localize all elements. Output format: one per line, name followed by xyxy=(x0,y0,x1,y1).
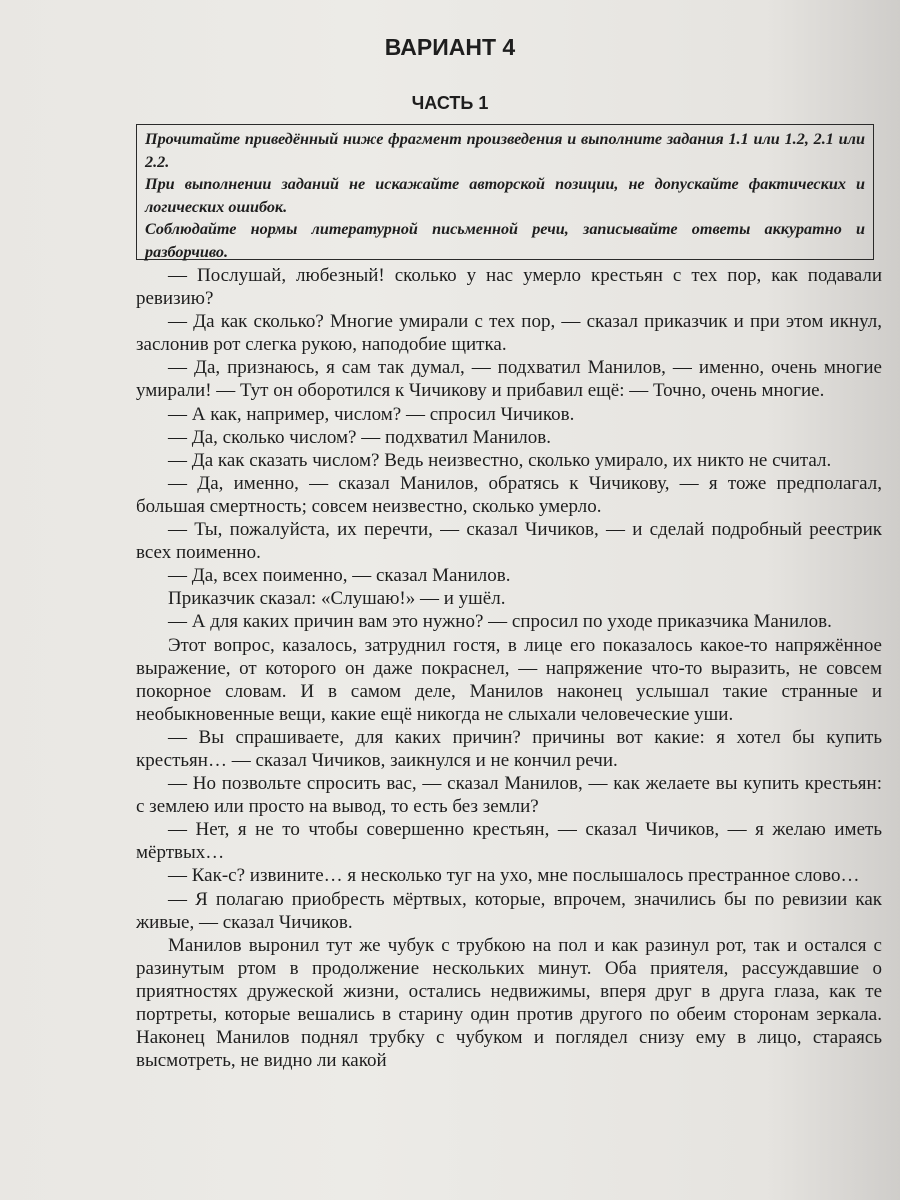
paragraph: Приказчик сказал: «Слушаю!» — и ушёл. xyxy=(168,588,506,610)
paragraph: — Ты, пожалуйста, их перечти, — сказал Чичиков, — и сделай подробный реестрик всех поименно. xyxy=(136,519,882,564)
variant-title: ВАРИАНТ 4 xyxy=(384,34,516,60)
paragraph: — Да, сколько числом? — подхватил Манилов. xyxy=(168,426,552,448)
literary-fragment xyxy=(136,264,882,1072)
paragraph: — А для каких причин вам это нужно? — спросил по уходе приказчика Манилов. xyxy=(168,611,832,633)
part-title: ЧАСТЬ 1 xyxy=(411,93,489,113)
paragraph: Этот вопрос, казалось, затруднил гостя, в лице его показалось какое-то напряжённое выражение, от которого он даже покраснел, — напряжение что-то выразить, не совсем покорное словам. И в самом деле, Манилов наконец услышал такие странные и необыкновенные вещи, какие ещё никогда не слыхали человеческие уши. xyxy=(136,634,882,725)
instruction-line: Прочитайте приведённый ниже фрагмент произведения и выполните задания 1.1 или 1.2, 2.1 или 2.2. xyxy=(145,130,865,171)
paragraph: — Послушай, любезный! сколько у нас умерло крестьян с тех пор, как подавали ревизию? xyxy=(136,265,882,310)
paragraph: — Да как сказать числом? Ведь неизвестно, сколько умирало, их никто не считал. xyxy=(168,449,832,471)
paragraph: — Я полагаю приобресть мёртвых, которые, впрочем, значились бы по ревизии как живые, — сказал Чичиков. xyxy=(136,888,882,933)
paragraph: — Да, всех поименно, — сказал Манилов. xyxy=(168,565,511,587)
paragraph: — Как-с? извините… я несколько туг на ухо, мне послышалось престранное слово… xyxy=(168,865,860,887)
paragraph: — А как, например, числом? — спросил Чичиков. xyxy=(168,403,575,425)
instructions-box xyxy=(136,124,874,260)
paragraph: — Вы спрашиваете, для каких причин? причины вот какие: я хотел бы купить крестьян… — сказал Чичиков, заикнулся и не кончил речи. xyxy=(136,726,882,771)
paragraph: — Да, признаюсь, я сам так думал, — подхватил Манилов, — именно, очень многие умирали! — Тут он оборотился к Чичикову и прибавил ещё: — Точно, очень многие. xyxy=(136,357,882,402)
instruction-line: При выполнении заданий не искажайте авторской позиции, не допускайте фактических и логических ошибок. xyxy=(145,175,865,216)
paragraph: Манилов выронил тут же чубук с трубкою на пол и как разинул рот, так и остался с разинутым ртом в продолжение нескольких минут. Оба приятеля, рассуждавшие о приятностях дружеской жизни, остались недвижимы, вперя друг в друга глаза, как те портреты, которые вешались в старину один против другого по обеим сторонам зеркала. Наконец Манилов поднял трубку с чубуком и поглядел снизу ему в лицо, стараясь высмотреть, не видно ли какой xyxy=(136,934,882,1072)
paragraph: — Да, именно, — сказал Манилов, обратясь к Чичикову, — я тоже предполагал, большая смертность; совсем неизвестно, сколько умерло. xyxy=(136,472,882,517)
paragraph: — Нет, я не то чтобы совершенно крестьян, — сказал Чичиков, — я желаю иметь мёртвых… xyxy=(136,819,882,864)
instruction-line: Соблюдайте нормы литературной письменной речи, записывайте ответы аккуратно и разборчиво. xyxy=(145,220,865,261)
paragraph: — Да как сколько? Многие умирали с тех пор, — сказал приказчик и при этом икнул, заслонив рот слегка рукою, наподобие щитка. xyxy=(136,311,882,356)
paragraph: — Но позвольте спросить вас, — сказал Манилов, — как желаете вы купить крестьян: с землею или просто на вывод, то есть без земли? xyxy=(136,773,882,818)
